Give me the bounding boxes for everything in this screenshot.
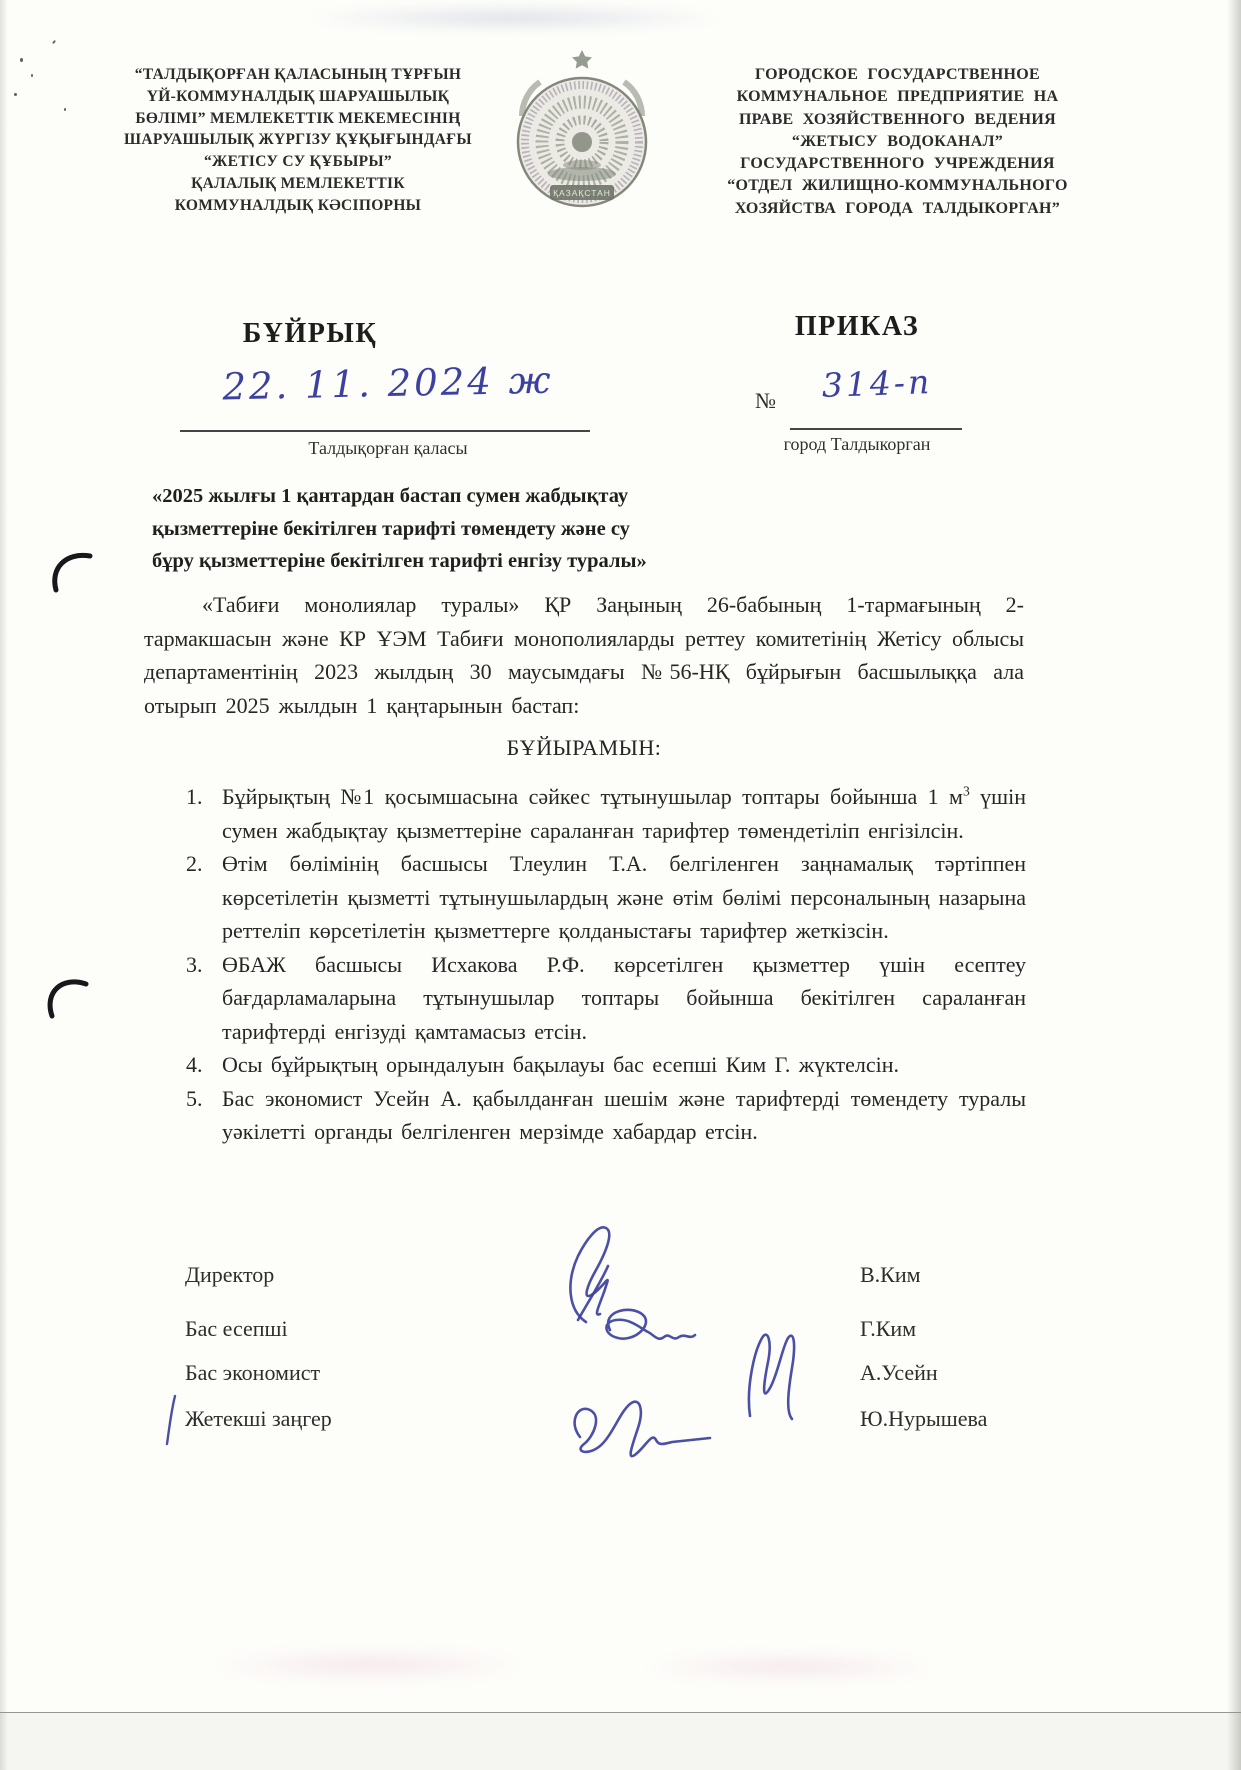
org-line: “ТАЛДЫҚОРҒАН ҚАЛАСЫНЫҢ ТҰРҒЫН bbox=[134, 66, 462, 83]
signature-name: А.Усейн bbox=[860, 1360, 938, 1385]
signature-title: Жетекші заңгер bbox=[185, 1406, 332, 1431]
order-item bbox=[186, 1082, 1026, 1149]
pen-stroke-mark bbox=[163, 1392, 181, 1447]
ink-speckle bbox=[31, 74, 33, 77]
org-line: ГОСУДАРСТВЕННОГО УЧРЕЖДЕНИЯ bbox=[740, 155, 1055, 173]
handwritten-date: 22. 11. 2024 ж bbox=[221, 358, 555, 409]
chief-economist-signature bbox=[738, 1328, 808, 1423]
superscript-3: 3 bbox=[962, 783, 970, 799]
hole-punch-mark bbox=[46, 550, 94, 594]
org-line: ХОЗЯЙСТВА ГОРОДА ТАЛДЫКОРГАН” bbox=[734, 199, 1061, 217]
order-title-ru: ПРИКАЗ bbox=[794, 311, 920, 342]
order-item bbox=[186, 1048, 1026, 1082]
ink-speckle bbox=[52, 40, 56, 44]
org-line: ШАРУАШЫЛЫҚ ЖҮРГІЗУ ҚҰҚЫҒЫНДАҒЫ bbox=[124, 131, 472, 149]
subject-line: қызметтеріне бекітілген тарифті төмендету және су bbox=[152, 517, 630, 540]
scan-smudge bbox=[210, 1648, 530, 1682]
chief-accountant-signature bbox=[582, 1302, 700, 1364]
org-line: “ОТДЕЛ ЖИЛИЩНО-КОММУНАЛЬНОГО bbox=[727, 177, 1068, 195]
order-title-kk: БҰЙРЫҚ bbox=[242, 318, 378, 349]
handwritten-order-number: 314-п bbox=[821, 362, 933, 405]
subject-line: «2025 жылғы 1 қантардан бастап сумен жабдықтау bbox=[152, 485, 629, 507]
subject-line: бұру қызметтеріне бекітілген тарифті енгізу туралы» bbox=[152, 550, 647, 572]
emblem-eagle-body bbox=[563, 160, 601, 170]
item-text-before: Өтім бөлімінің басшысы Тлеулин Т.А. белгіленген заңнамалық тәртіппен көрсетілетін қызметті тұтынушылардың және өтім бөлімі персоналының назарына реттеліп көрсетілетін қызметтерге қолданыстағы тарифтер жеткізсін. bbox=[222, 851, 1026, 943]
org-header-kazakh bbox=[92, 64, 504, 217]
org-line: БӨЛІМІ” МЕМЛЕКЕТТІК МЕКЕМЕСІНІҢ bbox=[135, 109, 461, 127]
resolve-heading: БҰЙЫРАМЫН: bbox=[506, 735, 662, 760]
scan-smudge bbox=[640, 1652, 940, 1682]
ink-speckle bbox=[64, 108, 66, 111]
item-text bbox=[222, 847, 1026, 948]
signature-title: Директор bbox=[185, 1262, 275, 1287]
item-number: 2. bbox=[186, 851, 203, 876]
item-text-before: Бұйрықтың №1 қосымшасына сәйкес тұтынушылар топтары бойынша 1 м bbox=[222, 784, 963, 809]
item-text-before: ӨБАЖ басшысы Исхакова Р.Ф. көрсетілген қызметтер үшін есептеу бағдарламаларына тұтынушылар топтары бойынша бекітілген сараланған тарифтерді енгізуді қамтамасыз етсін. bbox=[222, 951, 1026, 1044]
org-header-russian bbox=[655, 64, 1140, 220]
order-item bbox=[186, 948, 1026, 1049]
org-line: ПРАВЕ ХОЗЯЙСТВЕННОГО ВЕДЕНИЯ bbox=[738, 110, 1057, 128]
item-text-after: үшін сумен жабдықтау қызметтеріне сараланған тарифтер төмендетіліп енгізілсін. bbox=[222, 784, 1026, 843]
scan-edge-shadow bbox=[0, 0, 8, 1770]
signature-name: В.Ким bbox=[860, 1262, 921, 1287]
org-line: ҚАЛАЛЫҚ МЕМЛЕКЕТТІК bbox=[191, 174, 405, 192]
hole-punch-mark bbox=[40, 976, 90, 1020]
item-number: 5. bbox=[186, 1085, 203, 1111]
number-underline bbox=[790, 428, 962, 430]
order-number-sign: № bbox=[755, 388, 776, 413]
item-text bbox=[222, 1082, 1026, 1149]
lead-lawyer-signature bbox=[560, 1392, 718, 1472]
item-number: 1. bbox=[186, 784, 203, 809]
scan-smudge bbox=[300, 4, 730, 32]
kazakhstan-coat-of-arms bbox=[506, 46, 658, 222]
scan-edge-shadow bbox=[1227, 0, 1241, 1770]
order-subject bbox=[152, 480, 832, 578]
org-line: КОММУНАЛЬНОЕ ПРЕДПРИЯТИЕ НА bbox=[736, 88, 1059, 106]
place-kk: Талдықорған қаласы bbox=[308, 438, 468, 458]
emblem-star bbox=[572, 50, 592, 69]
org-line: “ЖЕТІСУ СУ ҚҰБЫРЫ” bbox=[203, 153, 392, 171]
scan-edge-line bbox=[0, 1712, 1241, 1713]
order-items-list bbox=[186, 780, 1026, 1149]
org-line: ҮЙ-КОММУНАЛДЫҚ ШАРУАШЫЛЫҚ bbox=[146, 87, 450, 105]
signature-name: Г.Ким bbox=[860, 1316, 917, 1341]
ink-speckle bbox=[20, 58, 23, 62]
order-item bbox=[186, 847, 1026, 948]
emblem-center bbox=[572, 132, 592, 152]
org-line: “ЖЕТЫСУ ВОДОКАНАЛ” bbox=[791, 132, 1004, 150]
signature-name: Ю.Нурышева bbox=[860, 1406, 988, 1431]
item-text-before: Бас экономист Усейн А. қабылданған шешім және тарифтерді төмендету туралы уәкілетті органды белгіленген мерзімде хабардар етсін. bbox=[222, 1085, 1026, 1144]
item-text bbox=[222, 780, 1026, 847]
org-line: ГОРОДСКОЕ ГОСУДАРСТВЕННОЕ bbox=[755, 66, 1040, 83]
order-item bbox=[186, 780, 1026, 847]
org-line: КОММУНАЛДЫҚ КӘСІПОРНЫ bbox=[174, 196, 422, 214]
date-underline bbox=[180, 430, 590, 432]
item-text-before: Осы бұйрықтың орындалуын бақылауы бас есепші Ким Г. жүктелсін. bbox=[222, 1052, 899, 1077]
scan-bottom-area bbox=[0, 1713, 1241, 1770]
item-number: 3. bbox=[186, 951, 203, 977]
signature-title: Бас экономист bbox=[185, 1360, 321, 1385]
emblem-caption: ҚАЗАҚСТАН bbox=[553, 188, 611, 198]
item-text bbox=[222, 948, 1026, 1049]
item-number: 4. bbox=[186, 1052, 203, 1077]
ink-speckle bbox=[14, 93, 17, 96]
preamble-paragraph: «Табиғи монолиялар туралы» ҚР Заңының 26-бабының 1-тармағының 2-тармакшасын және КР ҰЭМ Табиғи монополияларды реттеу комитетінің Жетісу облысы департаментінің 2023 жылдың 30 маусымдағы №56-НҚ бұйрығын басшылыққа ала отырып 2025 жылдын 1 қаңтарынын бастап: bbox=[144, 592, 1024, 718]
item-text bbox=[222, 1048, 1026, 1082]
signature-title: Бас есепші bbox=[185, 1316, 288, 1341]
place-ru: город Талдыкорган bbox=[783, 434, 931, 454]
